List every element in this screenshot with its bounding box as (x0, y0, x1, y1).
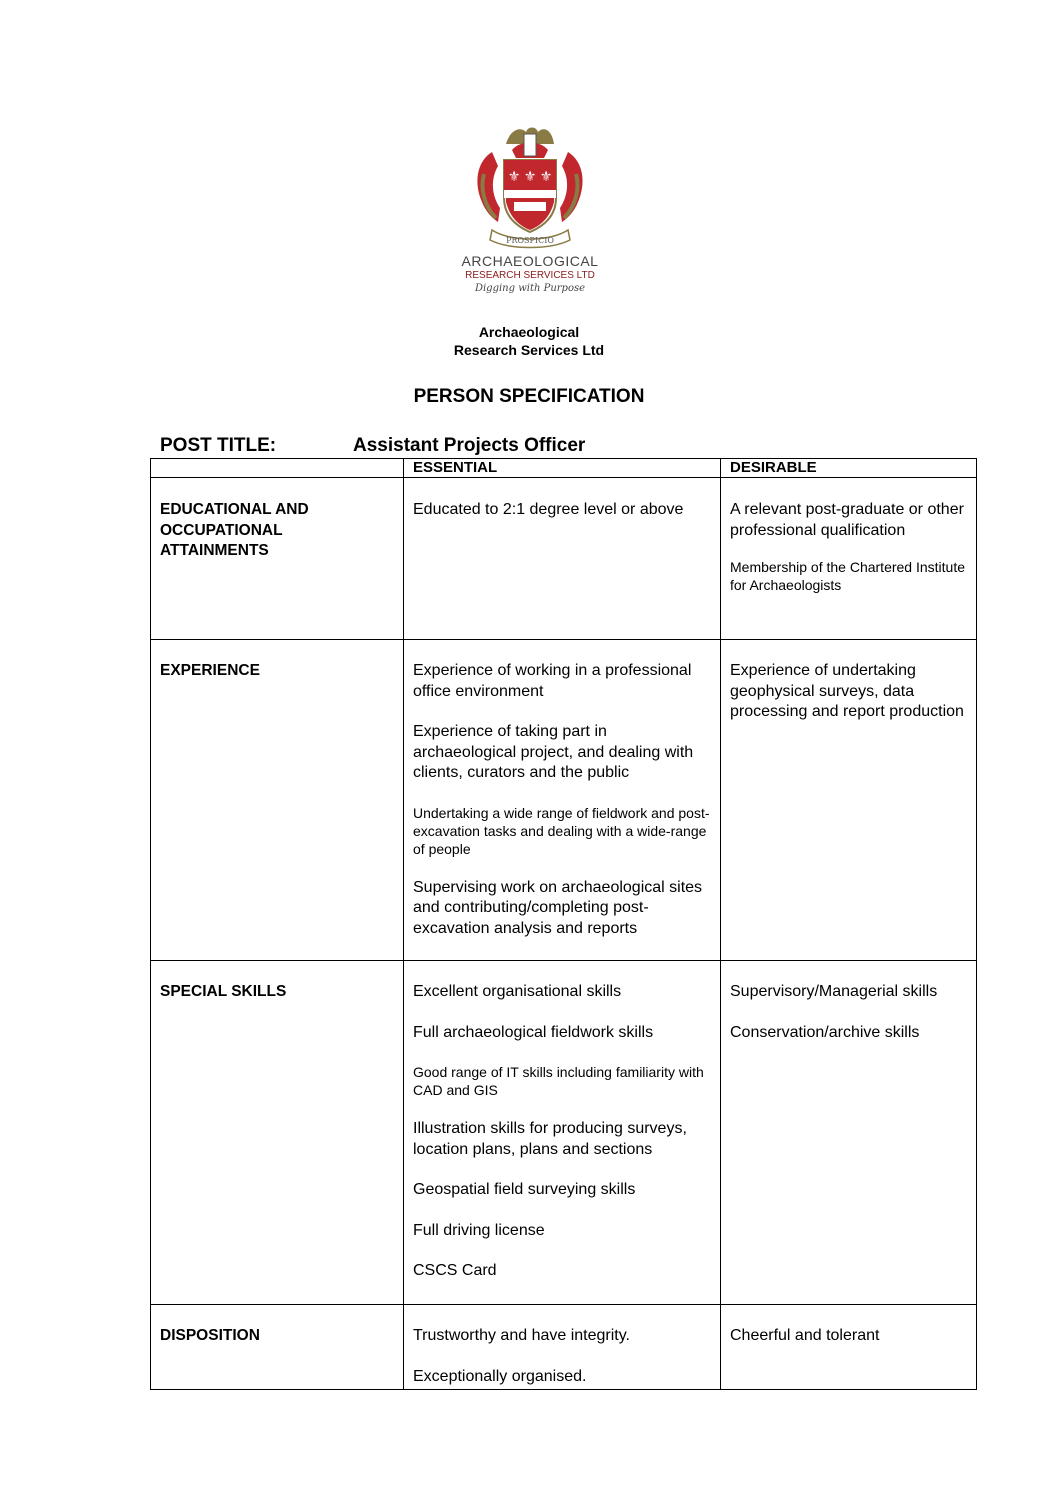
essential-item: CSCS Card (413, 1262, 497, 1279)
desirable-item: Supervisory/Managerial skills (730, 983, 938, 1000)
logo-subname: RESEARCH SERVICES LTD (465, 270, 595, 281)
svg-text:⚜: ⚜ (523, 169, 537, 185)
category-label: ATTAINMENTS (160, 542, 269, 559)
essential-item: Full driving license (413, 1221, 545, 1239)
essential-item: Experience of working in a professional office environment (413, 662, 692, 700)
essential-item: Supervising work on archaeological sites and contributing/completing post-excavation analysis and reports (413, 878, 703, 937)
desirable-cell (721, 1305, 977, 1390)
category-cell (151, 640, 404, 961)
desirable-cell (721, 478, 977, 640)
category-label: SPECIAL SKILLS (160, 983, 287, 1000)
category-label: EXPERIENCE (160, 662, 260, 679)
essential-item: Exceptionally organised. (413, 1367, 587, 1385)
essential-cell (404, 961, 721, 1305)
essential-item: Undertaking a wide range of fieldwork and post-excavation tasks and dealing with a wide-range of people (413, 804, 710, 857)
company-name-line2: Research Services Ltd (453, 342, 605, 358)
table-header-row (151, 459, 977, 478)
column-header-desirable: DESIRABLE (721, 459, 977, 478)
table-row (151, 961, 977, 1305)
document-title: PERSON SPECIFICATION (413, 386, 645, 407)
category-label: OCCUPATIONAL (160, 521, 283, 539)
essential-item: Good range of IT skills including familiarity with CAD and GIS (413, 1064, 704, 1098)
svg-text:⚜: ⚜ (539, 169, 553, 185)
column-header-category (151, 459, 404, 478)
desirable-item: Membership of the Chartered Institute for Archaeologists (730, 559, 966, 593)
logo-motto: PROSPICIO (506, 236, 554, 245)
essential-item: Educated to 2:1 degree level or above (413, 501, 684, 518)
essential-cell (404, 640, 721, 961)
desirable-cell (721, 961, 977, 1305)
post-title-label: POST TITLE: (160, 435, 277, 456)
logo-tagline: Digging with Purpose (474, 283, 586, 294)
table-row (151, 1305, 977, 1390)
category-label: EDUCATIONAL AND (160, 501, 309, 518)
essential-item: Full archaeological fieldwork skills (413, 1023, 654, 1041)
essential-item: Geospatial field surveying skills (413, 1181, 636, 1198)
essential-cell (404, 478, 721, 640)
category-cell (151, 961, 404, 1305)
essential-item: Trustworthy and have integrity. (413, 1327, 630, 1344)
logo-name: ARCHAEOLOGICAL (461, 253, 599, 269)
table-row (151, 640, 977, 961)
essential-cell (404, 1305, 721, 1390)
company-name (0, 323, 1058, 359)
category-cell (151, 1305, 404, 1390)
category-label: DISPOSITION (160, 1327, 260, 1344)
essential-item: Experience of taking part in archaeological project, and dealing with clients, curators and the public (413, 723, 694, 781)
table-row (151, 478, 977, 640)
post-title-value: Assistant Projects Officer (353, 435, 586, 456)
desirable-item: Experience of undertaking geophysical surveys, data processing and report production (730, 662, 964, 720)
person-spec-table (150, 458, 977, 1390)
essential-item: Illustration skills for producing surveys, location plans, plans and sections (413, 1120, 687, 1158)
category-cell (151, 478, 404, 640)
company-logo (440, 122, 620, 294)
desirable-cell (721, 640, 977, 961)
desirable-item: Cheerful and tolerant (730, 1327, 880, 1344)
post-title-row (160, 435, 585, 457)
svg-text:⚜: ⚜ (507, 169, 521, 185)
company-name-line1: Archaeological (478, 324, 580, 340)
desirable-item: Conservation/archive skills (730, 1023, 920, 1041)
column-header-essential: ESSENTIAL (404, 459, 721, 478)
essential-item: Excellent organisational skills (413, 983, 622, 1000)
coat-of-arms-icon (470, 122, 590, 250)
desirable-item: A relevant post-graduate or other professional qualification (730, 501, 964, 539)
